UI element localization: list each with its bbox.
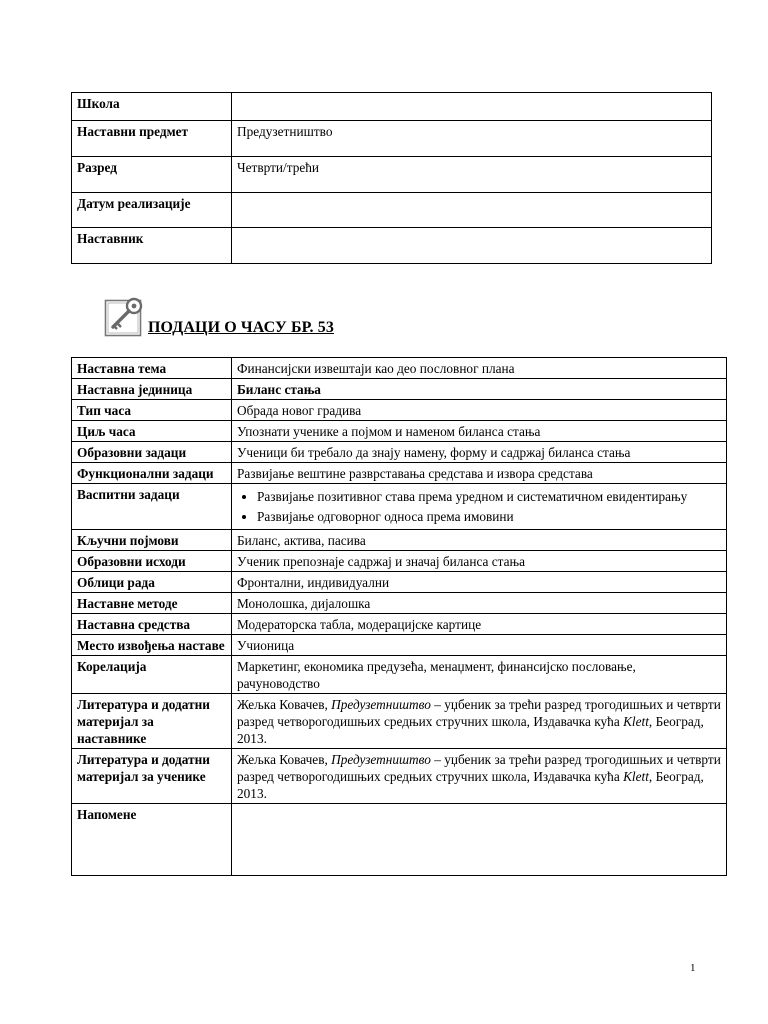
table-row	[72, 635, 727, 656]
school-label: Школа	[72, 93, 232, 121]
table-row	[72, 400, 727, 421]
methods-label: Наставне методе	[72, 593, 232, 614]
lit-city-year: , Београд, 2013.	[237, 714, 704, 746]
school-value	[232, 93, 712, 121]
table-row	[72, 551, 727, 572]
lit-city-year: , Београд, 2013.	[237, 769, 704, 801]
list-item: • Развијање позитивног става према уредном и систематичном евидентирању	[257, 488, 721, 505]
place-label: Место извођења наставе	[72, 635, 232, 656]
key-concepts-label: Кључни појмови	[72, 530, 232, 551]
date-label: Датум реализације	[72, 193, 232, 228]
teacher-value	[232, 228, 712, 264]
notes-label: Напомене	[72, 804, 232, 876]
educational-tasks-value: Ученици би требало да знају намену, форму и садржај биланса стања	[232, 442, 727, 463]
table-row	[72, 749, 727, 804]
table-row	[72, 484, 727, 530]
teacher-label: Наставник	[72, 228, 232, 264]
table-row	[72, 593, 727, 614]
grade-value: Четврти/трећи	[232, 157, 712, 193]
table-row	[72, 572, 727, 593]
lit-book-title: Предузетништво	[331, 697, 431, 712]
table-row	[72, 656, 727, 694]
lesson-type-label: Тип часа	[72, 400, 232, 421]
section-title: ПОДАЦИ О ЧАСУ БР. 53	[148, 319, 334, 336]
table-row	[72, 93, 712, 121]
subject-value: Предузетништво	[232, 121, 712, 157]
goal-value: Упознати ученике а појмом и наменом биланса стања	[232, 421, 727, 442]
resources-label: Наставна средства	[72, 614, 232, 635]
unit-value: Биланс стања	[232, 379, 727, 400]
educational-tasks-label: Образовни задаци	[72, 442, 232, 463]
table-row	[72, 193, 712, 228]
list-item: • Развијање одговорног односа према имовини	[257, 508, 721, 525]
table-row	[72, 358, 727, 379]
key-concepts-value: Биланс, актива, пасива	[232, 530, 727, 551]
table-row	[72, 379, 727, 400]
topic-value: Финансијски извештаји као део пословног плана	[232, 358, 727, 379]
table-row	[72, 463, 727, 484]
lit-author: Жељка Ковачев,	[237, 697, 328, 712]
lit-description: – уџбеник за трећи разред трогодишњих и четврти разред четворогодишњих средњих стручних школа, Издавачка кућа	[237, 697, 721, 729]
functional-tasks-value: Развијање вештине разврставања средстава и извора средстава	[232, 463, 727, 484]
lit-students-value	[232, 749, 727, 804]
table-row	[72, 694, 727, 749]
place-value: Учионица	[232, 635, 727, 656]
notes-value	[232, 804, 727, 876]
correlation-label: Корелација	[72, 656, 232, 694]
work-forms-label: Облици рада	[72, 572, 232, 593]
resources-value: Модераторска табла, модерацијске картице	[232, 614, 727, 635]
work-forms-value: Фронтални, индивидуални	[232, 572, 727, 593]
lesson-data-table	[71, 357, 727, 876]
section-heading	[104, 296, 334, 338]
outcomes-value: Ученик препознаје садржај и значај биланса стања	[232, 551, 727, 572]
school-info-table	[71, 92, 712, 264]
upbringing-tasks-label: Васпитни задаци	[72, 484, 232, 530]
correlation-value: Маркетинг, економика предузећа, менаџмент, финансијско пословање, рачуноводство	[232, 656, 727, 694]
table-row	[72, 421, 727, 442]
lit-students-label: Литература и додатни материјал за ученике	[72, 749, 232, 804]
table-row	[72, 804, 727, 876]
lit-publisher: Klett	[623, 714, 649, 729]
table-row	[72, 442, 727, 463]
table-row	[72, 614, 727, 635]
grade-label: Разред	[72, 157, 232, 193]
lit-description: – уџбеник за трећи разред трогодишњих и четврти разред четворогодишњих средњих стручних школа, Издавачка кућа	[237, 752, 721, 784]
upbringing-tasks-list	[237, 488, 721, 525]
lit-book-title: Предузетништво	[331, 752, 431, 767]
table-row	[72, 157, 712, 193]
goal-label: Циљ часа	[72, 421, 232, 442]
table-row	[72, 530, 727, 551]
key-icon	[104, 296, 146, 338]
unit-label: Наставна јединица	[72, 379, 232, 400]
subject-label: Наставни предмет	[72, 121, 232, 157]
lit-teachers-label: Литература и додатни материјал за наставнике	[72, 694, 232, 749]
date-value	[232, 193, 712, 228]
table-row	[72, 228, 712, 264]
lit-author: Жељка Ковачев,	[237, 752, 328, 767]
upbringing-tasks-value	[232, 484, 727, 530]
methods-value: Монолошка, дијалошка	[232, 593, 727, 614]
functional-tasks-label: Функционални задаци	[72, 463, 232, 484]
outcomes-label: Образовни исходи	[72, 551, 232, 572]
table-row	[72, 121, 712, 157]
page-number: 1	[690, 962, 696, 974]
lesson-type-value: Обрада новог градива	[232, 400, 727, 421]
topic-label: Наставна тема	[72, 358, 232, 379]
lit-publisher: Klett	[623, 769, 649, 784]
lit-teachers-value	[232, 694, 727, 749]
